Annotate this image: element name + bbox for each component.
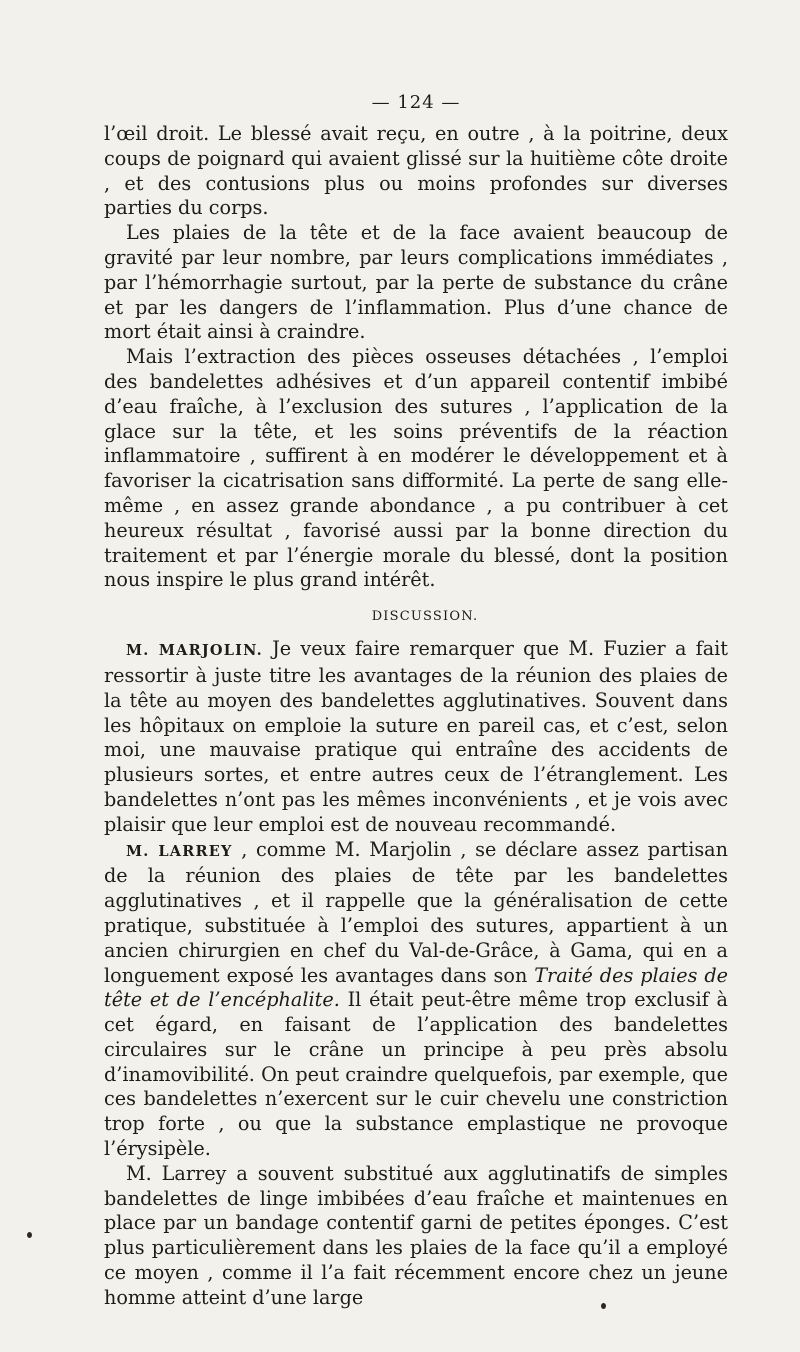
paragraph-6: M. Larrey a souvent substitué aux agglutinatifs de simples bandelettes de linge imbibées d’eau fraîche et maintenues en place par un bandage contentif garni de petites éponges. C’est plus particulièrement dans les plaies de la face qu’il a employé ce moyen , comme il l’a fait récemment encore chez un jeune homme atteint d’une large [104, 1161, 728, 1309]
paragraph-text: Je veux faire remarquer que M. Fuzier a fait ressortir à juste titre les avantages de la réunion des plaies de la tête au moyen des bandelettes agglutinatives. Souvent dans les hôpitaux on emploie la suture en pareil cas, et c’est, selon moi, une mauvaise pratique qui entraîne des accidents de plusieurs sortes, et entre autres ceux de l’étranglement. Les bandelettes n’ont pas les mêmes inconvénients , et je vois avec plaisir que leur emploi est de nouveau recommandé. [104, 637, 729, 836]
paragraph-2: Les plaies de la tête et de la face avaient beaucoup de gravité par leur nombre, par leurs complications immédiates , par l’hémorrhagie surtout, par la perte de substance du crâne et par les dangers de l’inflammation. Plus d’une chance de mort était ainsi à craindre. [104, 221, 728, 344]
paragraph-1: l’œil droit. Le blessé avait reçu, en outre , à la poitrine, deux coups de poignard qui avaient glissé sur la huitième côte droite , et des contusions plus ou moins profondes sur diverses parties du corps. [104, 122, 728, 220]
paragraph-text: Il était peut-être même trop exclusif à cet égard, en faisant de l’application des bandelettes circulaires sur le crâne un principe à peu près absolu d’inamovibilité. On peut craindre quelquefois, par exemple, que ces bandelettes n’exercent sur le cuir chevelu une constriction trop forte , ou que la substance emplastique ne provoque l’érysipèle. [104, 988, 728, 1161]
section-heading: DISCUSSION. [371, 609, 479, 625]
book-title: Traité des plaies de tête et de l’encéphalite. [104, 963, 728, 1012]
paragraph-larrey [104, 838, 728, 1162]
paragraph-3: Mais l’extraction des pièces osseuses détachées , l’emploi des bandelettes adhésives et d’un appareil contentif imbibé d’eau fraîche, à l’exclusion des sutures , l’application de la glace sur la tête, et les soins préventifs de la réaction inflammatoire , suffirent à en modérer le développement et à favoriser la cicatrisation sans difformité. La perte de sang elle-même , en assez grande abondance , a pu contribuer à cet heureux résultat , favorisé aussi par la bonne direction du traitement et par l’énergie morale du blessé, dont la position nous inspire le plus grand intérêt. [104, 345, 728, 592]
body-text [104, 122, 728, 1311]
paragraph-marjolin [104, 637, 728, 837]
speaker-name: M. MARJOLIN. [126, 642, 263, 660]
ink-speck [601, 1303, 606, 1309]
ink-speck [27, 1232, 32, 1238]
page-number: — 124 — [371, 92, 461, 113]
paragraph-text: , comme M. Marjolin , se déclare assez partisan de la réunion des plaies de tête par les bandelettes agglutinatives , et il rappelle que la généralisation de cette pratique, substituée à l’emploi des sutures, appartient à un ancien chirurgien en chef du Val-de-Grâce, à Gama, qui en a longuement exposé les avantages dans son [104, 837, 728, 987]
speaker-name: M. LARREY [126, 842, 233, 860]
